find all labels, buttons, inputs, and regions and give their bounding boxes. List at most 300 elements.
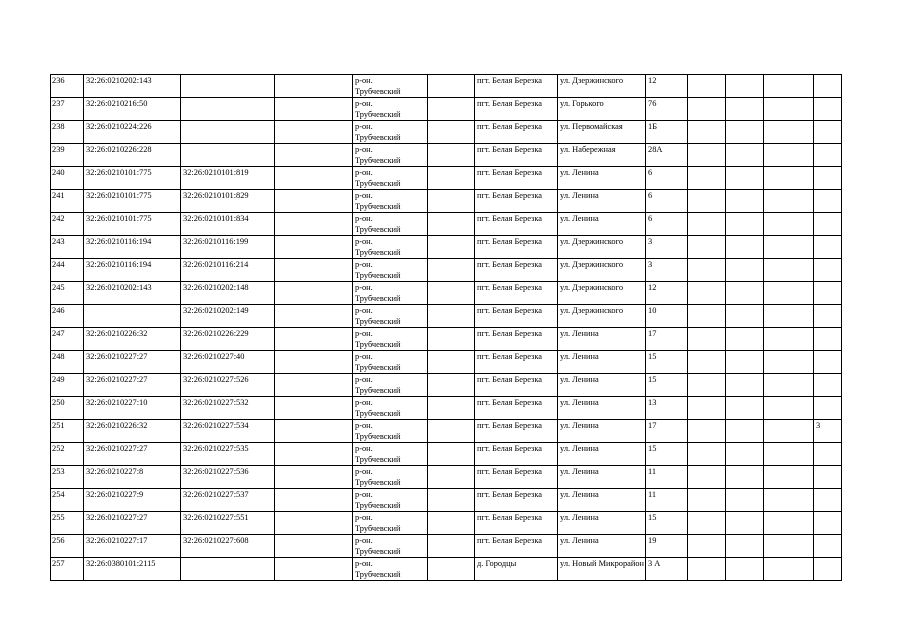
empty-cell (275, 75, 353, 98)
district (353, 535, 428, 558)
district-line: Трубчевский (355, 524, 401, 533)
settlement: пгт. Белая Березка (475, 512, 558, 535)
record-number: 249 (51, 374, 84, 397)
empty-cell (726, 213, 764, 236)
empty-cell (688, 558, 726, 581)
street: ул. Дзержинского (558, 305, 646, 328)
empty-cell (688, 351, 726, 374)
cadastral-number-sub (181, 75, 275, 98)
district-line: р-он. (355, 559, 373, 568)
empty-cell (275, 121, 353, 144)
record-number: 236 (51, 75, 84, 98)
cadastral-number: 32:26:0210101:775 (84, 213, 181, 236)
table-row (51, 328, 842, 351)
empty-cell (275, 282, 353, 305)
empty-cell (764, 190, 814, 213)
house-number: 6 (646, 167, 688, 190)
table-row (51, 397, 842, 420)
record-number: 246 (51, 305, 84, 328)
street: ул. Ленина (558, 535, 646, 558)
district-line: Трубчевский (355, 156, 401, 165)
house-number: 12 (646, 75, 688, 98)
empty-cell (764, 558, 814, 581)
cadastral-number-sub: 32:26:0210101:834 (181, 213, 275, 236)
district-line: Трубчевский (355, 294, 401, 303)
house-number: 3 (646, 236, 688, 259)
cadastral-number: 32:26:0210216:50 (84, 98, 181, 121)
extra-value (814, 466, 842, 489)
empty-cell (688, 190, 726, 213)
cadastral-number-sub (181, 121, 275, 144)
street: ул. Ленина (558, 466, 646, 489)
district (353, 167, 428, 190)
district-line: Трубчевский (355, 110, 401, 119)
cadastral-number-sub: 32:26:0210227:608 (181, 535, 275, 558)
empty-cell (428, 144, 475, 167)
street: ул. Дзержинского (558, 75, 646, 98)
street: ул. Ленина (558, 443, 646, 466)
extra-value (814, 558, 842, 581)
street: ул. Ленина (558, 489, 646, 512)
settlement: пгт. Белая Березка (475, 236, 558, 259)
extra-value: 3 (814, 420, 842, 443)
empty-cell (726, 397, 764, 420)
empty-cell (726, 75, 764, 98)
cadastral-number: 32:26:0380101:2115 (84, 558, 181, 581)
record-number: 256 (51, 535, 84, 558)
district-line: р-он. (355, 168, 373, 177)
empty-cell (688, 98, 726, 121)
registry-table (50, 74, 842, 581)
district-line: р-он. (355, 99, 373, 108)
table-row (51, 558, 842, 581)
district-line: Трубчевский (355, 409, 401, 418)
empty-cell (275, 374, 353, 397)
street: ул. Дзержинского (558, 236, 646, 259)
cadastral-number: 32:26:0210226:32 (84, 328, 181, 351)
cadastral-number-sub: 32:26:0210116:214 (181, 259, 275, 282)
table-row (51, 236, 842, 259)
district-line: Трубчевский (355, 455, 401, 464)
settlement: пгт. Белая Березка (475, 167, 558, 190)
house-number: 17 (646, 328, 688, 351)
street: ул. Ленина (558, 351, 646, 374)
empty-cell (688, 282, 726, 305)
empty-cell (726, 374, 764, 397)
district-line: р-он. (355, 398, 373, 407)
empty-cell (428, 558, 475, 581)
empty-cell (275, 397, 353, 420)
settlement: д. Городцы (475, 558, 558, 581)
house-number: 19 (646, 535, 688, 558)
empty-cell (764, 374, 814, 397)
cadastral-number-sub: 32:26:0210116:199 (181, 236, 275, 259)
empty-cell (428, 282, 475, 305)
empty-cell (688, 374, 726, 397)
cadastral-number-sub: 32:26:0210101:819 (181, 167, 275, 190)
extra-value (814, 535, 842, 558)
district-line: Трубчевский (355, 570, 401, 579)
cadastral-number (84, 305, 181, 328)
extra-value (814, 98, 842, 121)
cadastral-number: 32:26:0210227:27 (84, 443, 181, 466)
district-line: р-он. (355, 490, 373, 499)
table-row (51, 466, 842, 489)
extra-value (814, 351, 842, 374)
empty-cell (688, 535, 726, 558)
district (353, 489, 428, 512)
district-line: р-он. (355, 513, 373, 522)
empty-cell (726, 512, 764, 535)
house-number: 6 (646, 213, 688, 236)
district-line: Трубчевский (355, 317, 401, 326)
extra-value (814, 397, 842, 420)
extra-value (814, 305, 842, 328)
district-line: р-он. (355, 306, 373, 315)
extra-value (814, 121, 842, 144)
district-line: Трубчевский (355, 179, 401, 188)
district-line: Трубчевский (355, 248, 401, 257)
district-line: р-он. (355, 329, 373, 338)
empty-cell (726, 282, 764, 305)
empty-cell (688, 167, 726, 190)
empty-cell (275, 98, 353, 121)
empty-cell (726, 305, 764, 328)
record-number: 237 (51, 98, 84, 121)
empty-cell (428, 397, 475, 420)
table-row (51, 535, 842, 558)
empty-cell (428, 328, 475, 351)
table-row (51, 259, 842, 282)
table-row (51, 121, 842, 144)
empty-cell (688, 259, 726, 282)
empty-cell (688, 144, 726, 167)
district-line: р-он. (355, 237, 373, 246)
cadastral-number-sub: 32:26:0210101:829 (181, 190, 275, 213)
empty-cell (764, 489, 814, 512)
house-number: 10 (646, 305, 688, 328)
table-row (51, 512, 842, 535)
table-row (51, 351, 842, 374)
empty-cell (688, 397, 726, 420)
district-line: р-он. (355, 421, 373, 430)
empty-cell (726, 535, 764, 558)
street: ул. Ленина (558, 420, 646, 443)
district (353, 121, 428, 144)
district-line: Трубчевский (355, 363, 401, 372)
empty-cell (275, 236, 353, 259)
district-line: Трубчевский (355, 87, 401, 96)
street: ул. Ленина (558, 190, 646, 213)
record-number: 251 (51, 420, 84, 443)
district (353, 282, 428, 305)
table-row (51, 167, 842, 190)
settlement: пгт. Белая Березка (475, 121, 558, 144)
empty-cell (764, 420, 814, 443)
empty-cell (688, 512, 726, 535)
cadastral-number-sub: 32:26:0210226:229 (181, 328, 275, 351)
cadastral-number: 32:26:0210202:143 (84, 282, 181, 305)
district-line: р-он. (355, 536, 373, 545)
empty-cell (764, 466, 814, 489)
table-row (51, 75, 842, 98)
empty-cell (688, 328, 726, 351)
empty-cell (428, 121, 475, 144)
street: ул. Ленина (558, 328, 646, 351)
table-row (51, 420, 842, 443)
district-line: р-он. (355, 260, 373, 269)
house-number: 15 (646, 512, 688, 535)
settlement: пгт. Белая Березка (475, 443, 558, 466)
district (353, 305, 428, 328)
district (353, 213, 428, 236)
extra-value (814, 213, 842, 236)
empty-cell (275, 190, 353, 213)
house-number: 3 А (646, 558, 688, 581)
extra-value (814, 75, 842, 98)
table-row (51, 190, 842, 213)
district (353, 236, 428, 259)
table-row (51, 144, 842, 167)
empty-cell (764, 75, 814, 98)
cadastral-number-sub: 32:26:0210227:40 (181, 351, 275, 374)
district (353, 512, 428, 535)
empty-cell (726, 443, 764, 466)
district-line: Трубчевский (355, 271, 401, 280)
empty-cell (428, 351, 475, 374)
empty-cell (428, 75, 475, 98)
district-line: Трубчевский (355, 478, 401, 487)
extra-value (814, 167, 842, 190)
street: ул. Ленина (558, 167, 646, 190)
empty-cell (726, 328, 764, 351)
district (353, 443, 428, 466)
house-number: 17 (646, 420, 688, 443)
district-line: Трубчевский (355, 386, 401, 395)
district (353, 75, 428, 98)
cadastral-number: 32:26:0210226:32 (84, 420, 181, 443)
extra-value (814, 190, 842, 213)
table-row (51, 213, 842, 236)
settlement: пгт. Белая Березка (475, 535, 558, 558)
settlement: пгт. Белая Березка (475, 374, 558, 397)
empty-cell (428, 259, 475, 282)
empty-cell (688, 75, 726, 98)
district (353, 328, 428, 351)
district-line: р-он. (355, 467, 373, 476)
empty-cell (688, 443, 726, 466)
empty-cell (275, 466, 353, 489)
cadastral-number: 32:26:0210227:27 (84, 374, 181, 397)
empty-cell (764, 305, 814, 328)
cadastral-number: 32:26:0210116:194 (84, 236, 181, 259)
cadastral-number: 32:26:0210227:27 (84, 351, 181, 374)
cadastral-number: 32:26:0210226:228 (84, 144, 181, 167)
record-number: 238 (51, 121, 84, 144)
empty-cell (726, 236, 764, 259)
settlement: пгт. Белая Березка (475, 328, 558, 351)
cadastral-number-sub: 32:26:0210227:551 (181, 512, 275, 535)
record-number: 239 (51, 144, 84, 167)
empty-cell (726, 98, 764, 121)
cadastral-number-sub: 32:26:0210227:536 (181, 466, 275, 489)
table-row (51, 305, 842, 328)
extra-value (814, 443, 842, 466)
district-line: р-он. (355, 76, 373, 85)
street: ул. Ленина (558, 374, 646, 397)
empty-cell (275, 144, 353, 167)
empty-cell (275, 259, 353, 282)
empty-cell (726, 121, 764, 144)
record-number: 253 (51, 466, 84, 489)
empty-cell (764, 259, 814, 282)
street: ул. Дзержинского (558, 259, 646, 282)
extra-value (814, 282, 842, 305)
empty-cell (764, 144, 814, 167)
cadastral-number: 32:26:0210227:8 (84, 466, 181, 489)
empty-cell (764, 351, 814, 374)
record-number: 242 (51, 213, 84, 236)
district (353, 98, 428, 121)
extra-value (814, 328, 842, 351)
record-number: 240 (51, 167, 84, 190)
settlement: пгт. Белая Березка (475, 489, 558, 512)
district-line: Трубчевский (355, 133, 401, 142)
empty-cell (688, 305, 726, 328)
extra-value (814, 236, 842, 259)
empty-cell (428, 489, 475, 512)
empty-cell (428, 443, 475, 466)
cadastral-number-sub (181, 144, 275, 167)
house-number: 13 (646, 397, 688, 420)
cadastral-number-sub: 32:26:0210227:532 (181, 397, 275, 420)
empty-cell (428, 167, 475, 190)
house-number: 15 (646, 443, 688, 466)
district (353, 397, 428, 420)
empty-cell (764, 213, 814, 236)
empty-cell (764, 98, 814, 121)
empty-cell (428, 535, 475, 558)
district (353, 259, 428, 282)
settlement: пгт. Белая Березка (475, 144, 558, 167)
cadastral-number: 32:26:0210202:143 (84, 75, 181, 98)
empty-cell (726, 558, 764, 581)
district-line: Трубчевский (355, 501, 401, 510)
record-number: 248 (51, 351, 84, 374)
empty-cell (428, 213, 475, 236)
district (353, 351, 428, 374)
settlement: пгт. Белая Березка (475, 305, 558, 328)
house-number: 15 (646, 374, 688, 397)
street: ул. Новый Микрорайон (558, 558, 646, 581)
district (353, 420, 428, 443)
empty-cell (764, 282, 814, 305)
table-row (51, 98, 842, 121)
district (353, 374, 428, 397)
district-line: р-он. (355, 145, 373, 154)
district (353, 144, 428, 167)
empty-cell (428, 98, 475, 121)
cadastral-number: 32:26:0210224:226 (84, 121, 181, 144)
district-line: р-он. (355, 283, 373, 292)
record-number: 244 (51, 259, 84, 282)
empty-cell (726, 466, 764, 489)
empty-cell (726, 144, 764, 167)
street: ул. Горького (558, 98, 646, 121)
registry-body (51, 75, 842, 581)
record-number: 247 (51, 328, 84, 351)
cadastral-number: 32:26:0210227:9 (84, 489, 181, 512)
table-row (51, 443, 842, 466)
record-number: 241 (51, 190, 84, 213)
empty-cell (726, 259, 764, 282)
house-number: 12 (646, 282, 688, 305)
empty-cell (275, 558, 353, 581)
street: ул. Первомайская (558, 121, 646, 144)
settlement: пгт. Белая Березка (475, 420, 558, 443)
table-row (51, 489, 842, 512)
empty-cell (726, 167, 764, 190)
empty-cell (428, 512, 475, 535)
record-number: 257 (51, 558, 84, 581)
empty-cell (688, 236, 726, 259)
empty-cell (428, 374, 475, 397)
district-line: Трубчевский (355, 340, 401, 349)
table-row (51, 374, 842, 397)
extra-value (814, 259, 842, 282)
district-line: Трубчевский (355, 225, 401, 234)
extra-value (814, 144, 842, 167)
empty-cell (275, 213, 353, 236)
cadastral-number-sub: 32:26:0210227:534 (181, 420, 275, 443)
street: ул. Ленина (558, 213, 646, 236)
house-number: 1Б (646, 121, 688, 144)
empty-cell (764, 236, 814, 259)
settlement: пгт. Белая Березка (475, 397, 558, 420)
cadastral-number: 32:26:0210101:775 (84, 190, 181, 213)
empty-cell (726, 190, 764, 213)
street: ул. Набережная (558, 144, 646, 167)
cadastral-number: 32:26:0210101:775 (84, 167, 181, 190)
district (353, 190, 428, 213)
extra-value (814, 489, 842, 512)
empty-cell (428, 466, 475, 489)
record-number: 255 (51, 512, 84, 535)
record-number: 254 (51, 489, 84, 512)
table-row (51, 282, 842, 305)
empty-cell (688, 466, 726, 489)
empty-cell (275, 305, 353, 328)
empty-cell (275, 328, 353, 351)
house-number: 3 (646, 259, 688, 282)
record-number: 243 (51, 236, 84, 259)
district-line: Трубчевский (355, 432, 401, 441)
settlement: пгт. Белая Березка (475, 213, 558, 236)
house-number: 15 (646, 351, 688, 374)
empty-cell (688, 213, 726, 236)
street: ул. Ленина (558, 512, 646, 535)
cadastral-number: 32:26:0210227:17 (84, 535, 181, 558)
district-line: Трубчевский (355, 202, 401, 211)
settlement: пгт. Белая Березка (475, 259, 558, 282)
empty-cell (688, 489, 726, 512)
house-number: 28А (646, 144, 688, 167)
empty-cell (275, 512, 353, 535)
cadastral-number-sub: 32:26:0210227:535 (181, 443, 275, 466)
empty-cell (764, 443, 814, 466)
empty-cell (764, 397, 814, 420)
cadastral-number-sub: 32:26:0210202:149 (181, 305, 275, 328)
